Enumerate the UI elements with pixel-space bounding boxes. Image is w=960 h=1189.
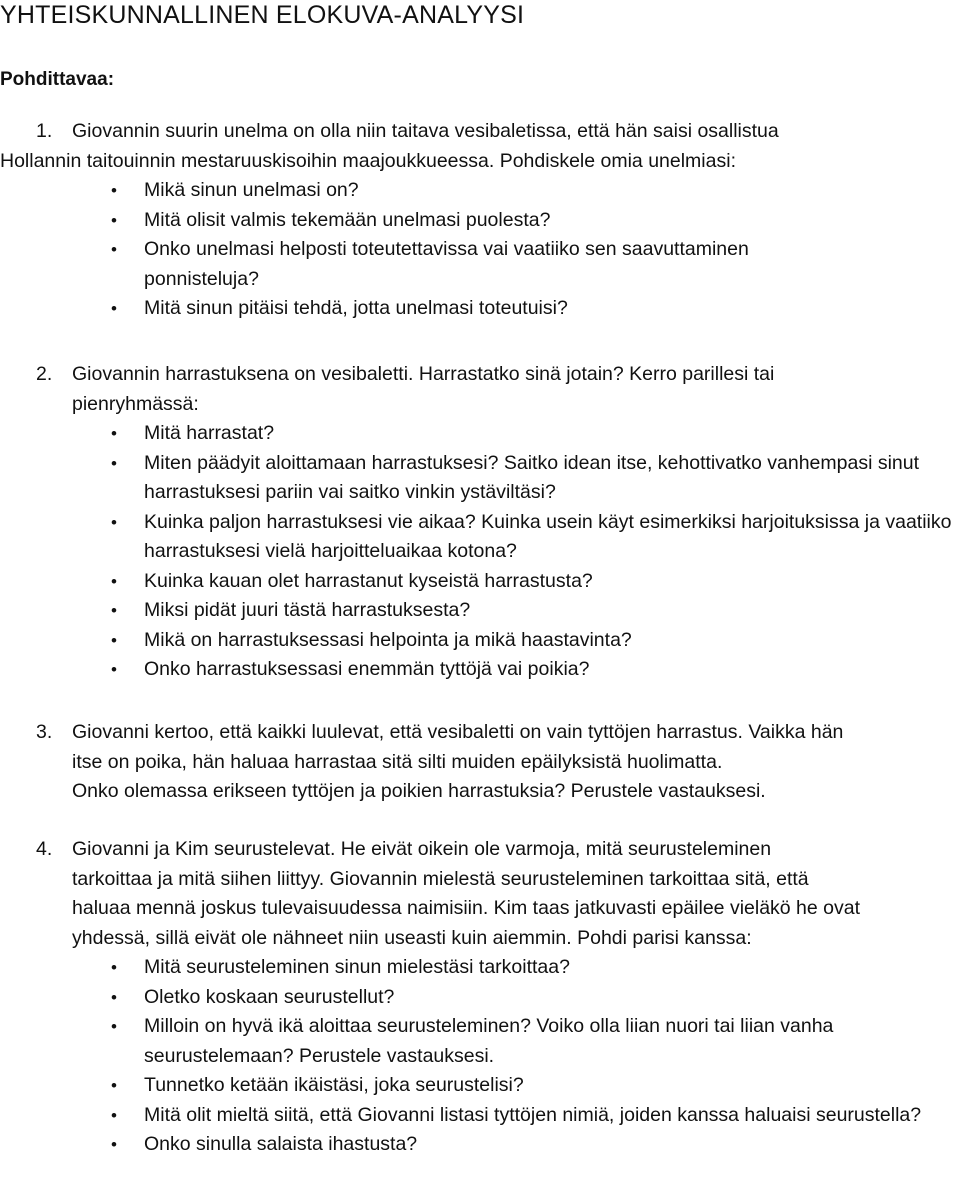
- list-item: • Mitä olisit valmis tekemään unelmasi puolesta?: [0, 206, 960, 236]
- question-4-intro-cont: [0, 865, 960, 895]
- list-item: • Milloin on hyvä ikä aloittaa seurusteleminen? Voiko olla liian nuori tai liian vanha seurustelemaan? Perustele vastauksesi.: [0, 1012, 960, 1071]
- list-item: • Mitä seurusteleminen sinun mielestäsi tarkoittaa?: [0, 953, 960, 983]
- list-item: • Kuinka kauan olet harrastanut kyseistä harrastusta?: [0, 567, 960, 597]
- bullet-icon: •: [111, 987, 117, 1007]
- list-item: • Kuinka paljon harrastuksesi vie aikaa? Kuinka usein käyt esimerkiksi harjoituksissa ja vaatiiko harrastuksesi vielä harjoitteluaikaa kotona?: [0, 508, 960, 567]
- intro-text: tarkoittaa ja mitä siihen liittyy. Giovannin mielestä seurusteleminen tarkoittaa sitä, että: [72, 867, 809, 890]
- list-item: • Mikä on harrastuksessasi helpointa ja mikä haastavinta?: [0, 626, 960, 656]
- list-item: • Onko unelmasi helposti toteutettavissa vai vaatiiko sen saavuttaminen ponnisteluja?: [0, 235, 960, 294]
- list-item: • Mikä sinun unelmasi on?: [0, 176, 960, 206]
- intro-text: yhdessä, sillä eivät ole nähneet niin useasti kuin aiemmin. Pohdi parisi kanssa:: [72, 926, 752, 949]
- bullet-icon: •: [111, 630, 117, 650]
- question-2-bullet-list: [0, 419, 960, 685]
- intro-text: Giovanni ja Kim seurustelevat. He eivät oikein ole varmoja, mitä seurusteleminen: [72, 838, 772, 860]
- question-2-intro-cont: [0, 390, 960, 420]
- intro-text: Onko olemassa erikseen tyttöjen ja poikien harrastuksia? Perustele vastauksesi.: [72, 780, 766, 802]
- question-4-bullet-list: [0, 953, 960, 1160]
- question-number: 4.: [36, 838, 53, 860]
- list-item: • Onko sinulla salaista ihastusta?: [0, 1130, 960, 1160]
- bullet-icon: •: [111, 210, 117, 230]
- bullet-icon: •: [111, 424, 117, 443]
- bullet-icon: •: [111, 958, 117, 977]
- intro-text: Giovannin suurin unelma on olla niin taitava vesibaletissa, että hän saisi osallistua: [72, 120, 779, 142]
- bullet-icon: •: [111, 1017, 117, 1036]
- question-section-3: [0, 718, 960, 807]
- document-subtitle: Pohdittavaa:: [0, 69, 115, 90]
- bullet-icon: •: [111, 660, 117, 679]
- bullet-icon: •: [111, 240, 117, 259]
- bullet-icon: •: [111, 571, 117, 591]
- bullet-icon: •: [111, 601, 117, 620]
- question-1-intro: [0, 117, 960, 147]
- intro-text: Hollannin taitouinnin mestaruuskisoihin maajoukkueessa. Pohdiskele omia unelmiasi:: [0, 149, 736, 172]
- intro-text: haluaa mennä joskus tulevaisuudessa naimisiin. Kim taas jatkuvasti epäilee vieläkö he ovat: [72, 897, 861, 919]
- list-item: • Mitä harrastat?: [0, 419, 960, 449]
- question-4-intro-cont: [0, 894, 960, 924]
- bullet-icon: •: [111, 299, 117, 318]
- bullet-icon: •: [111, 1135, 117, 1154]
- question-1-intro-cont: [0, 147, 960, 177]
- question-4-intro: [0, 835, 960, 865]
- document-title: YHTEISKUNNALLINEN ELOKUVA-ANALYYSI: [0, 1, 525, 29]
- question-number: 1.: [36, 120, 53, 142]
- bullet-icon: •: [111, 181, 117, 200]
- list-item: • Tunnetko ketään ikäistäsi, joka seurustelisi?: [0, 1071, 960, 1101]
- bullet-icon: •: [111, 1076, 117, 1095]
- question-section-4: [0, 835, 960, 1160]
- question-number: 2.: [36, 363, 53, 385]
- intro-text: Giovannin harrastuksena on vesibaletti. Harrastatko sinä jotain? Kerro parillesi tai: [72, 363, 775, 385]
- question-3-question: [0, 777, 960, 807]
- question-section-2: [0, 360, 960, 685]
- list-item: • Onko harrastuksessasi enemmän tyttöjä vai poikia?: [0, 655, 960, 685]
- intro-text: Giovanni kertoo, että kaikki luulevat, että vesibaletti on vain tyttöjen harrastus. Vaikka hän: [72, 721, 844, 743]
- bullet-icon: •: [111, 453, 117, 473]
- question-number: 3.: [36, 721, 53, 743]
- question-1-bullet-list: [0, 176, 960, 324]
- question-4-intro-cont: [0, 924, 960, 954]
- question-3-intro-cont: [0, 748, 960, 778]
- list-item: • Mitä olit mieltä siitä, että Giovanni listasi tyttöjen nimiä, joiden kanssa haluaisi seurustella?: [0, 1101, 960, 1131]
- intro-text: itse on poika, hän haluaa harrastaa sitä silti muiden epäilyksistä huolimatta.: [72, 750, 723, 773]
- intro-text: pienryhmässä:: [72, 392, 199, 415]
- list-item: • Oletko koskaan seurustellut?: [0, 983, 960, 1013]
- question-section-1: [0, 117, 960, 324]
- bullet-icon: •: [111, 512, 117, 532]
- question-2-intro: [0, 360, 960, 390]
- list-item: • Miksi pidät juuri tästä harrastuksesta?: [0, 596, 960, 626]
- list-item: • Mitä sinun pitäisi tehdä, jotta unelmasi toteutuisi?: [0, 294, 960, 324]
- bullet-icon: •: [111, 1105, 117, 1125]
- list-item: • Miten päädyit aloittamaan harrastuksesi? Saitko idean itse, kehottivatko vanhempasi sinut harrastuksesi pariin vai saitko vinkin ystäviltäsi?: [0, 449, 960, 508]
- question-3-intro: [0, 718, 960, 748]
